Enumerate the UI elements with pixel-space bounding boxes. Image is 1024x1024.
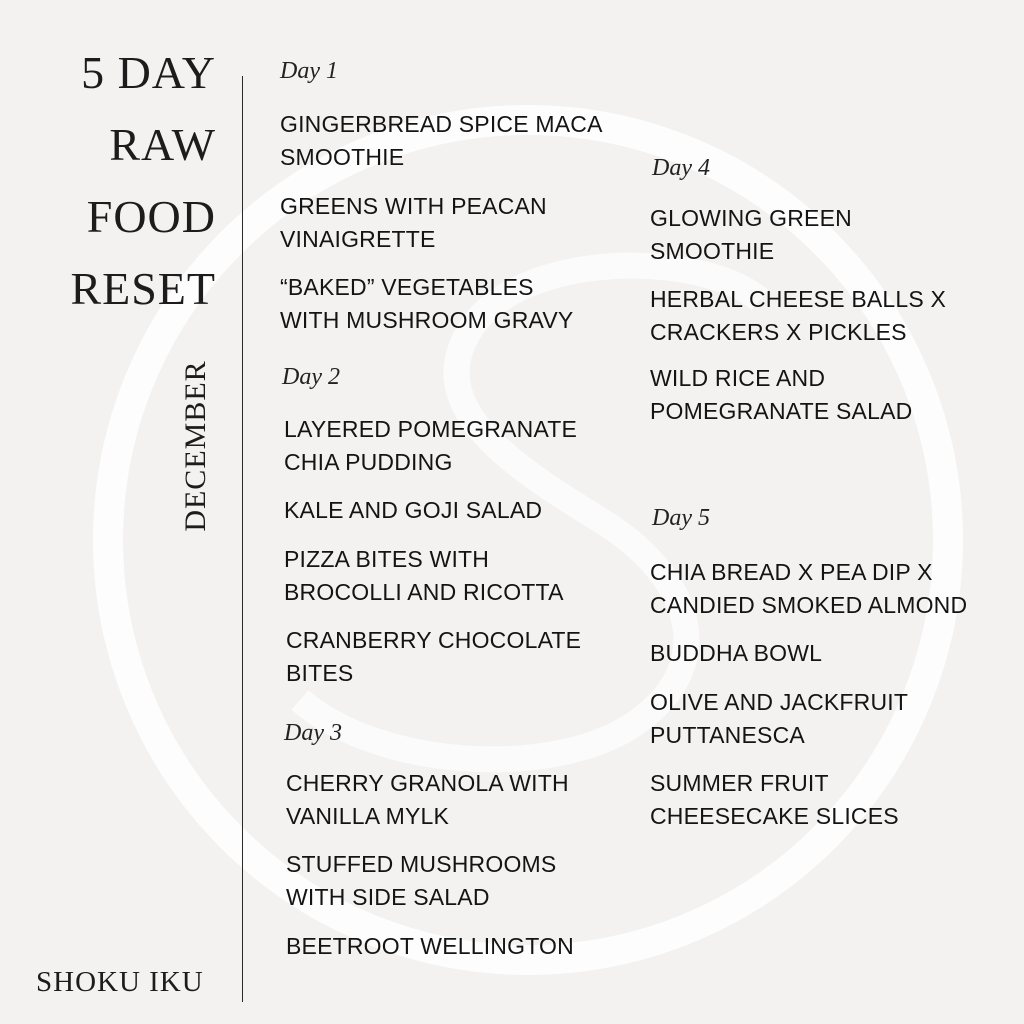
day-4-heading: Day 4 xyxy=(652,155,710,181)
day-4-meal-2-line-1: HERBAL CHEESE BALLS X xyxy=(650,286,947,312)
day-1-meal-1-line-2: SMOOTHIE xyxy=(280,144,405,170)
vertical-divider xyxy=(242,76,243,1002)
day-4-meal-3-line-2: POMEGRANATE SALAD xyxy=(650,398,913,424)
day-2-meal-1-line-1: LAYERED POMEGRANATE xyxy=(284,416,578,442)
day-5-meal-2-line-1: BUDDHA BOWL xyxy=(650,640,823,666)
day-4-meal-1-line-2: SMOOTHIE xyxy=(650,238,775,264)
day-4-meal-3-line-1: WILD RICE AND xyxy=(650,365,826,391)
day-3-meal-2-line-1: STUFFED MUSHROOMS xyxy=(286,851,557,877)
day-5-meal-4-line-1: SUMMER FRUIT xyxy=(650,770,829,796)
day-2-meal-4-line-2: BITES xyxy=(286,660,354,686)
day-1-meal-3-line-1: “BAKED” VEGETABLES xyxy=(280,274,534,300)
day-2-meal-4-line-1: CRANBERRY CHOCOLATE xyxy=(286,627,582,653)
day-2-meal-3-line-2: BROCOLLI AND RICOTTA xyxy=(284,579,564,605)
day-3-meal-1-line-2: VANILLA MYLK xyxy=(286,803,450,829)
month-text: DECEMBER xyxy=(179,360,212,532)
day-3-meal-1-line-1: CHERRY GRANOLA WITH xyxy=(286,770,569,796)
day-2-meal-3-line-1: PIZZA BITES WITH xyxy=(284,546,490,572)
day-5-meal-1-line-2: CANDIED SMOKED ALMOND xyxy=(650,592,968,618)
day-3-meal-3-line-1: BEETROOT WELLINGTON xyxy=(286,933,574,959)
day-3-meal-2-line-2: WITH SIDE SALAD xyxy=(286,884,490,910)
title-line-4: RESET xyxy=(70,263,216,314)
day-1-meal-2-line-2: VINAIGRETTE xyxy=(280,226,436,252)
day-1-meal-3-line-2: WITH MUSHROOM GRAVY xyxy=(280,307,574,333)
day-5-meal-3-line-1: OLIVE AND JACKFRUIT xyxy=(650,689,909,715)
day-5-heading: Day 5 xyxy=(652,505,710,531)
day-1-meal-2-line-1: GREENS WITH PEACAN xyxy=(280,193,547,219)
day-5-meal-1-line-1: CHIA BREAD X PEA DIP X xyxy=(650,559,933,585)
day-4-meal-2-line-2: CRACKERS X PICKLES xyxy=(650,319,907,345)
day-3-heading: Day 3 xyxy=(284,720,342,746)
day-5-meal-4-line-2: CHEESECAKE SLICES xyxy=(650,803,899,829)
day-2-meal-1-line-2: CHIA PUDDING xyxy=(284,449,453,475)
title-line-3: FOOD xyxy=(86,191,216,242)
brand-name: SHOKU IKU xyxy=(36,966,204,998)
day-1-meal-1-line-1: GINGERBREAD SPICE MACA xyxy=(280,111,603,137)
day-1-heading: Day 1 xyxy=(280,58,338,84)
day-5-meal-3-line-2: PUTTANESCA xyxy=(650,722,805,748)
day-2-heading: Day 2 xyxy=(282,364,340,390)
title-line-2: RAW xyxy=(109,119,216,170)
day-2-meal-2-line-1: KALE AND GOJI SALAD xyxy=(284,497,543,523)
day-4-meal-1-line-1: GLOWING GREEN xyxy=(650,205,852,231)
title-line-1: 5 DAY xyxy=(81,47,216,98)
